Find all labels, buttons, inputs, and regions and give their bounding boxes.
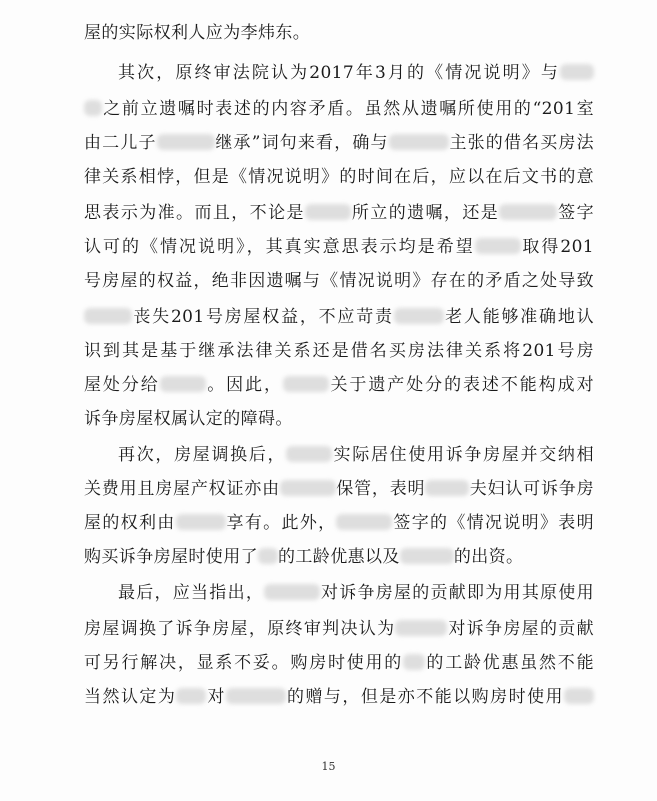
text-fragment: 的工龄优惠以及 [278, 547, 400, 567]
text-line [84, 474, 594, 504]
text-fragment: 。因此， [205, 375, 283, 395]
redaction-blur [395, 620, 447, 636]
text-line [84, 198, 594, 228]
text-fragment: 房屋调换了诉争房屋，原终审判决认为 [84, 619, 396, 639]
text-fragment: 屋处分给 [84, 375, 160, 395]
text-line [84, 94, 594, 124]
text-fragment: 购买诉争房屋时使用了 [84, 547, 258, 567]
text-line [84, 18, 594, 48]
text-fragment: 屋的实际权利人应为李炜东。 [84, 23, 311, 43]
redaction-blur [286, 446, 332, 462]
page-number: 15 [321, 760, 336, 773]
text-line [84, 128, 594, 158]
text-fragment: 主张的借名买房法 [448, 133, 594, 153]
redaction-blur [336, 514, 392, 530]
text-line [84, 404, 594, 434]
text-line [84, 682, 594, 712]
text-fragment: 继承”词句来看，确与 [214, 133, 389, 153]
redaction-blur [400, 548, 454, 564]
redaction-blur [499, 204, 557, 220]
text-fragment: 关于遗产处分的表述不能构成对 [328, 375, 594, 395]
text-fragment: 所立的遗嘱，还是 [350, 203, 500, 223]
redaction-blur [160, 376, 206, 392]
text-line [84, 232, 594, 262]
text-fragment: 夫妇认可诉争房 [469, 479, 594, 499]
redaction-blur [176, 688, 206, 704]
text-fragment: 老人能够准确地认 [443, 307, 594, 327]
text-fragment: 的出资。 [453, 547, 524, 567]
text-line [84, 440, 594, 470]
text-fragment: 享有。此外， [225, 513, 337, 533]
text-fragment: 可另行解决，显系不妥。购房时使用的 [84, 653, 404, 673]
redaction-blur [258, 548, 278, 564]
redaction-blur [475, 238, 521, 254]
redaction-blur [403, 654, 425, 670]
text-fragment: 取得201 [520, 237, 594, 257]
redaction-blur [564, 688, 594, 704]
text-line [84, 648, 594, 678]
text-fragment: 的工龄优惠虽然不能 [425, 653, 594, 673]
redaction-blur [264, 584, 320, 600]
text-line [84, 542, 594, 572]
text-fragment: 律关系相悖，但是《情况说明》的时间在后，应以在后文书的意 [84, 167, 594, 187]
text-fragment: 号房屋的权益，绝非因遗嘱与《情况说明》存在的矛盾之处导致 [84, 271, 594, 291]
text-line [84, 302, 594, 332]
text-fragment: 再次，房屋调换后， [118, 445, 287, 465]
text-line [84, 58, 594, 88]
text-fragment: 关费用且房屋产权证亦由 [84, 479, 280, 499]
text-fragment: 丧失201号房屋权益，不应苛责 [132, 307, 394, 327]
redaction-blur [425, 480, 469, 496]
redaction-blur [226, 688, 286, 704]
text-fragment: 之前立遗嘱时表述的内容矛盾。虽然从遗嘱所使用的“201室 [102, 99, 594, 119]
text-fragment: 保管，表明 [335, 479, 426, 499]
redaction-blur [84, 308, 132, 324]
text-fragment: 思表示为准。而且，不论是 [84, 203, 305, 223]
text-line [84, 336, 594, 366]
text-line [84, 508, 594, 538]
text-fragment: 实际居住使用诉争房屋并交纳相 [332, 445, 594, 465]
redaction-blur [157, 134, 215, 150]
redaction-blur [389, 134, 449, 150]
text-fragment: 对诉争房屋的贡献即为用其原使用 [320, 583, 595, 603]
text-fragment: 对诉争房屋的贡献 [447, 619, 594, 639]
redaction-blur [84, 100, 102, 116]
text-fragment: 当然认定为 [84, 687, 177, 707]
text-fragment: 诉争房屋权属认定的障碍。 [84, 409, 293, 429]
text-line [84, 162, 594, 192]
redaction-blur [560, 64, 594, 80]
text-fragment: 签字的《情况说明》表明 [392, 513, 595, 533]
redaction-blur [176, 514, 226, 530]
text-line [84, 266, 594, 296]
redaction-blur [394, 308, 444, 324]
redaction-blur [283, 376, 329, 392]
text-line [84, 370, 594, 400]
text-fragment: 屋的权利由 [84, 513, 176, 533]
text-fragment: 签字 [557, 203, 594, 223]
text-fragment: 由二儿子 [84, 133, 157, 153]
text-fragment: 对 [206, 687, 226, 707]
redaction-blur [280, 480, 336, 496]
text-line [84, 578, 594, 608]
text-fragment: 认可的《情况说明》，其真实意思表示均是希望 [84, 237, 475, 257]
text-fragment: 的赠与，但是亦不能以购房时使用 [285, 687, 565, 707]
text-fragment: 其次，原终审法院认为2017年3月的《情况说明》与 [118, 63, 560, 83]
redaction-blur [305, 204, 351, 220]
text-line [84, 614, 594, 644]
text-fragment: 识到其是基于继承法律关系还是借名买房法律关系将201号房 [84, 341, 594, 361]
text-fragment: 最后，应当指出， [118, 583, 265, 603]
